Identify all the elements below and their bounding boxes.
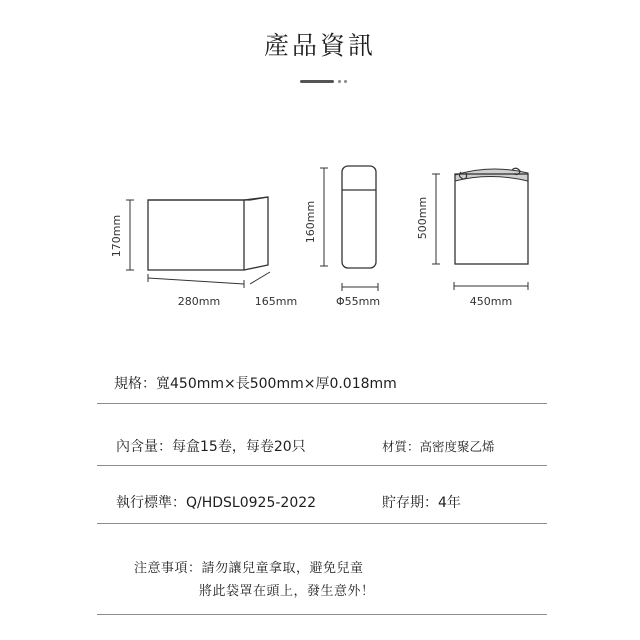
divider [97,523,547,524]
bag-width-label: 450mm [469,295,513,308]
roll-height-dimension [320,168,328,266]
divider [97,465,547,466]
roll-drawing [342,166,376,268]
divider [97,403,547,404]
bag-height-dimension [432,174,440,264]
spec-material: 材質：高密度聚乙烯 [382,439,495,454]
roll-diameter-dimension [342,283,378,291]
spec-content: 內含量：每盒15卷，每卷20只 [116,439,306,455]
box-length-label: 280mm [177,295,221,308]
notice-line-2: 將此袋罩在頭上，發生意外！ [199,584,375,599]
spec-size: 規格：寬450mm×長500mm×厚0.018mm [114,376,397,392]
page-title: 產品資訊 [263,31,376,60]
roll-height-label: 160mm [304,200,317,244]
box-height-dimension [126,200,134,270]
box-length-dimension [148,272,270,288]
box-back-edges [148,197,268,270]
divider [97,614,547,615]
box-height-label: 170mm [110,214,123,258]
notice-line-1: 注意事項：請勿讓兒童拿取，避免兒童 [134,561,364,576]
roll-body [342,166,376,268]
box-drawing [148,197,268,270]
spec-shelf-life: 貯存期：4年 [382,495,461,511]
box-front-face [148,200,244,270]
roll-diameter-label: Φ55mm [335,295,381,308]
box-depth-label: 165mm [254,295,298,308]
bag-width-dimension [454,282,528,290]
bag-drawing [455,168,528,264]
bag-height-label: 500mm [416,196,429,240]
spec-standard: 執行標準：Q/HDSL0925-2022 [116,495,317,511]
